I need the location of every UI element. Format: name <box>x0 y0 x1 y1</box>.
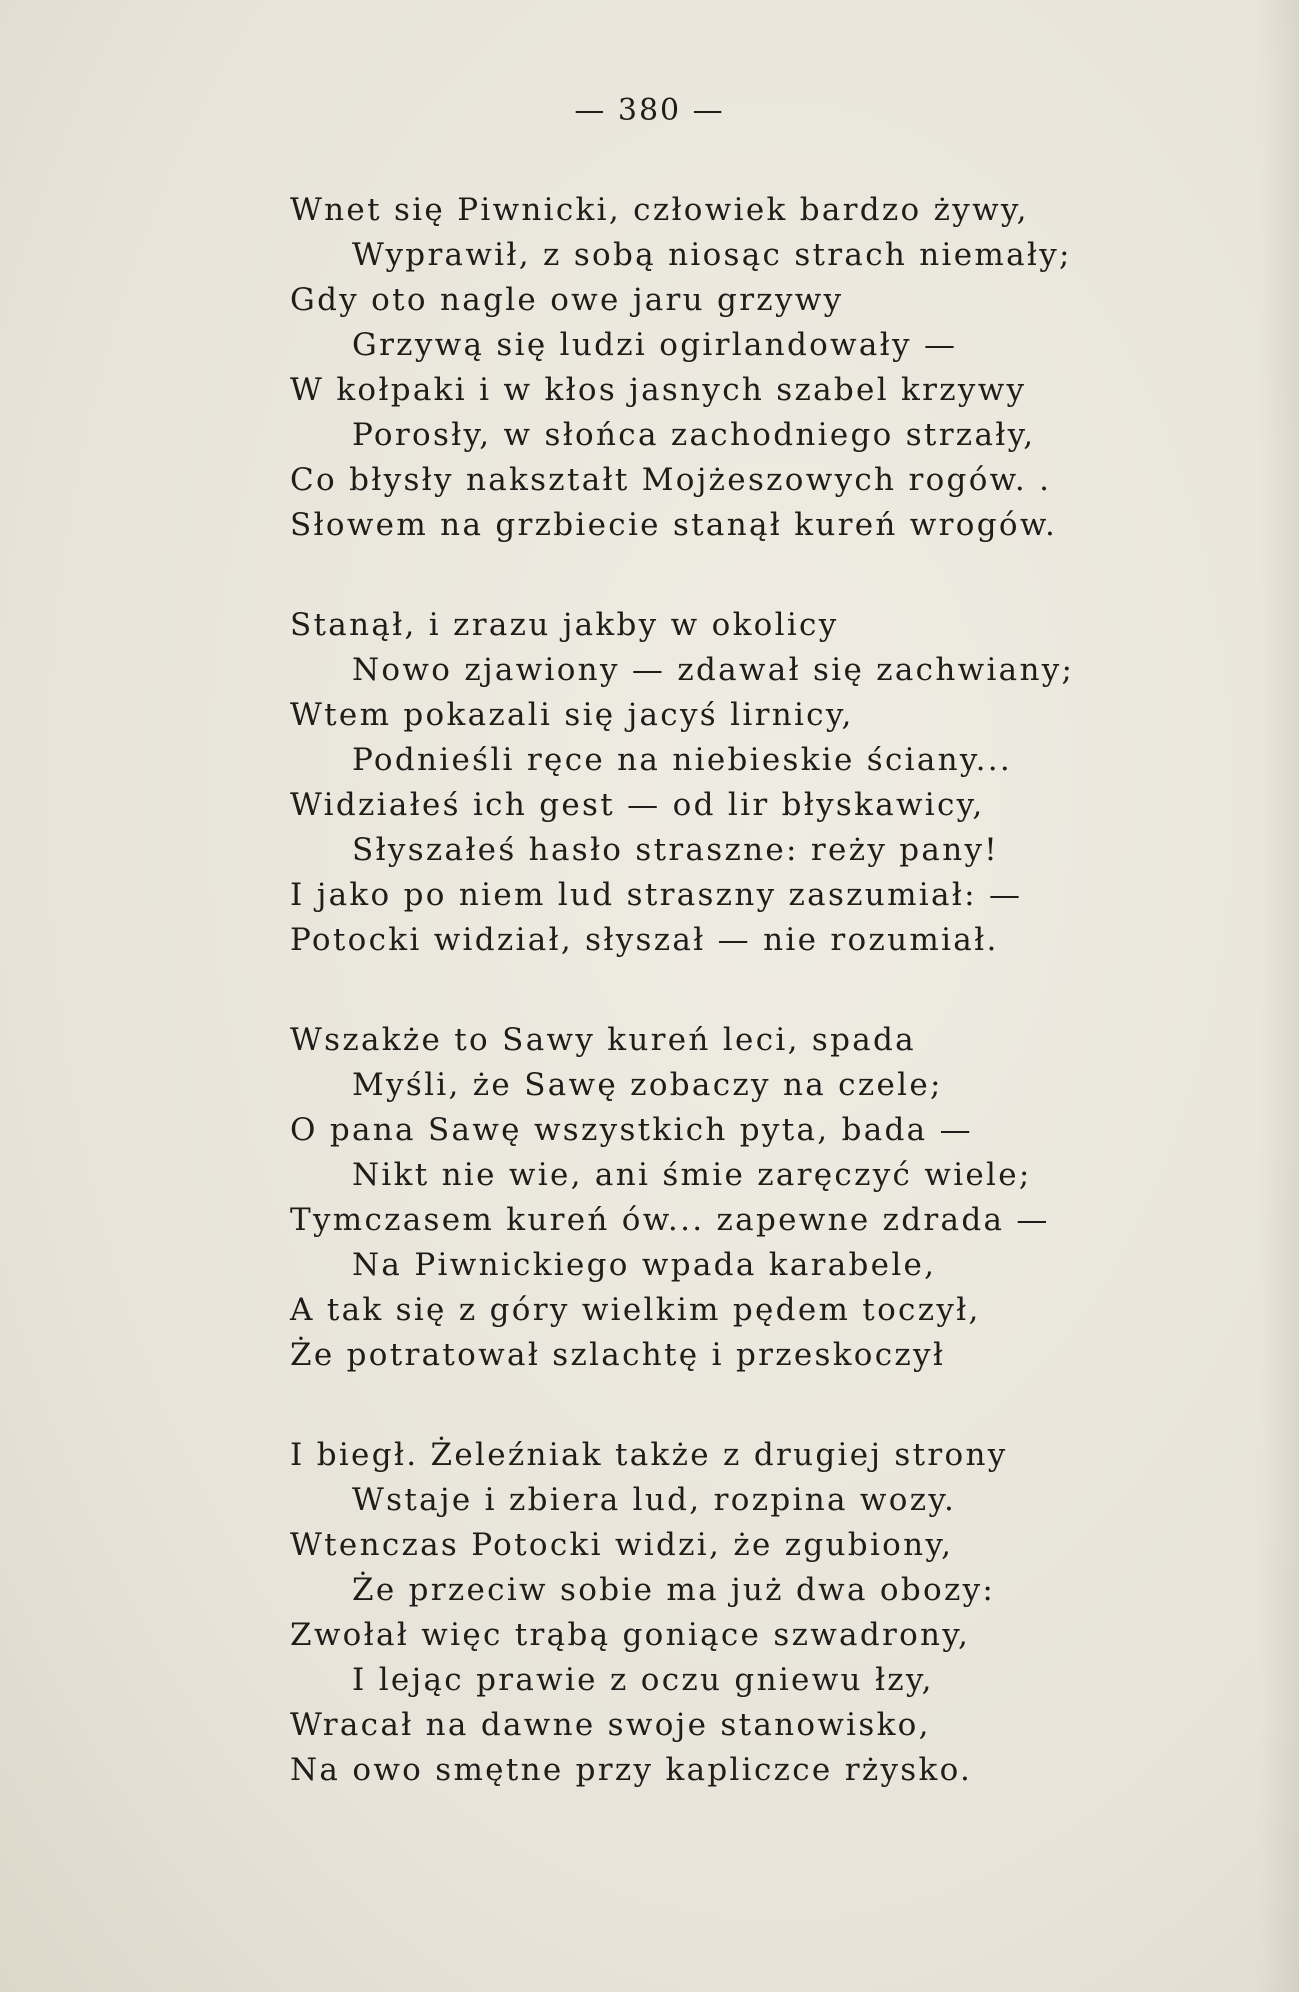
poem-line: Wtem pokazali się jacyś lirnicy, <box>290 697 854 733</box>
poem-line: Wstaje i zbiera lud, rozpina wozy. <box>352 1482 957 1518</box>
poem-line: Co błysły nakształt Mojżeszowych rogów. . <box>290 462 1052 498</box>
poem-line: Że potratował szlachtę i przeskoczył <box>290 1337 946 1373</box>
poem-line: Gdy oto nagle owe jaru grzywy <box>290 282 844 318</box>
poem-line: Że przeciw sobie ma już dwa obozy: <box>352 1572 996 1608</box>
poem-line: Potocki widział, słyszał — nie rozumiał. <box>290 922 999 958</box>
poem-line: Myśli, że Sawę zobaczy na czele; <box>352 1067 943 1103</box>
poem-line: Na owo smętne przy kapliczce rżysko. <box>290 1752 973 1788</box>
poem-line: Wyprawił, z sobą niosąc strach niemały; <box>352 237 1072 273</box>
poem-line: O pana Sawę wszystkich pyta, bada — <box>290 1112 973 1148</box>
poem-line: Grzywą się ludzi ogirlandowały — <box>352 327 958 363</box>
poem-line: Nikt nie wie, ani śmie zaręczyć wiele; <box>352 1157 1032 1193</box>
poem-line: Wtenczas Potocki widzi, że zgubiony, <box>290 1527 954 1563</box>
poem-line: I biegł. Żeleźniak także z drugiej strony <box>290 1437 1008 1473</box>
poem-line: Podnieśli ręce na niebieskie ściany... <box>352 742 1013 778</box>
poem-line: Zwołał więc trąbą goniące szwadrony, <box>290 1617 971 1653</box>
page-number: — 380 — <box>574 93 725 128</box>
poem-line: Wszakże to Sawy kureń leci, spada <box>290 1022 916 1058</box>
poem-line: W kołpaki i w kłos jasnych szabel krzywy <box>290 372 1027 408</box>
page-edge-shadow <box>1259 0 1299 1992</box>
poem-line: Widziałeś ich gest — od lir błyskawicy, <box>290 787 985 823</box>
poem-line: Wracał na dawne swoje stanowisko, <box>290 1707 931 1743</box>
poem-line: Porosły, w słońca zachodniego strzały, <box>352 417 1036 453</box>
poem-line: Tymczasem kureń ów... zapewne zdrada — <box>290 1202 1050 1238</box>
poem-line: Stanął, i zrazu jakby w okolicy <box>290 607 839 643</box>
poem-line: Na Piwnickiego wpada karabele, <box>352 1247 937 1283</box>
poem-line: I jako po niem lud straszny zaszumiał: — <box>290 877 1023 913</box>
poem-line: I lejąc prawie z oczu gniewu łzy, <box>352 1662 934 1698</box>
poem-line: Słyszałeś hasło straszne: reży pany! <box>352 832 1000 868</box>
poem-line: A tak się z góry wielkim pędem toczył, <box>290 1292 981 1328</box>
poem-line: Słowem na grzbiecie stanął kureń wrogów. <box>290 507 1058 543</box>
poem-line: Wnet się Piwnicki, człowiek bardzo żywy, <box>290 192 1029 228</box>
poem-line: Nowo zjawiony — zdawał się zachwiany; <box>352 652 1075 688</box>
